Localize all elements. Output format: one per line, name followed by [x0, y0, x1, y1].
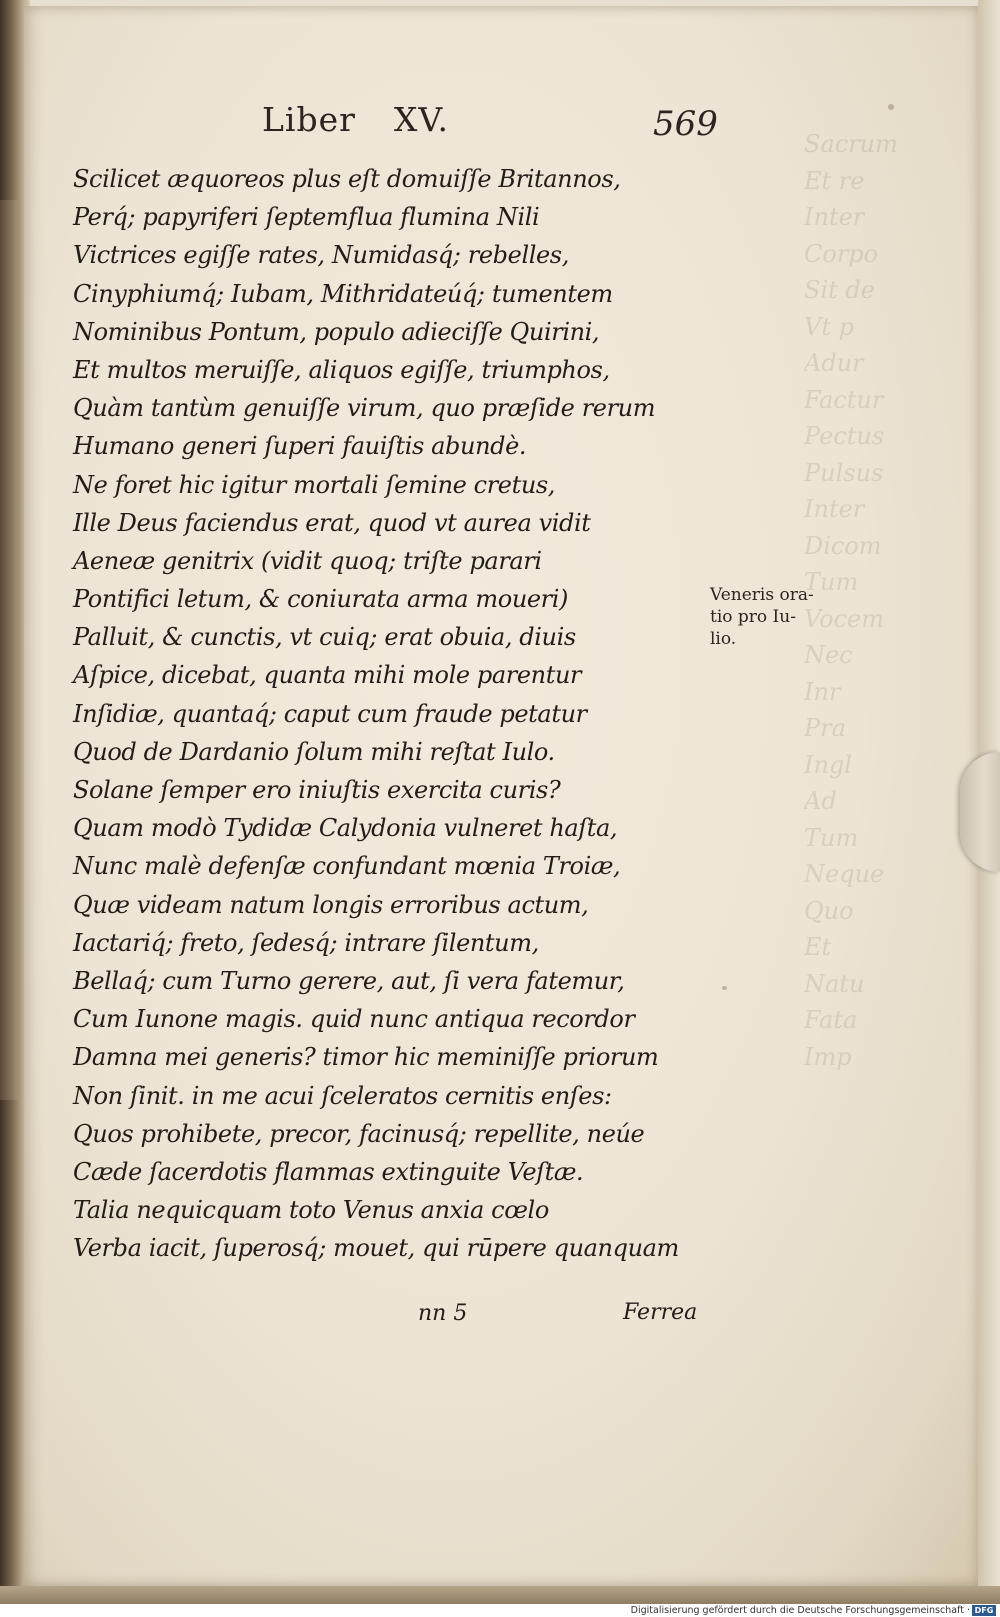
verse-line: Aeneæ genitrix (vidit quoq; triſte parari [73, 546, 542, 575]
running-head-liber: Liber [262, 100, 356, 139]
running-head-book-number: XV. [393, 100, 449, 139]
bleed-through-line: Sacrum [804, 130, 898, 158]
bleed-through-line: Inter [804, 495, 865, 523]
bleed-through-line: Corpo [804, 239, 879, 268]
verse-line: Cinyphiumq́; Iubam, Mithridateúq́; tumentem [73, 279, 613, 308]
bleed-through-line: Vocem [804, 604, 884, 633]
verse-line: Verba iacit, ſuperosq́; mouet, qui rūpere quanquam [73, 1234, 679, 1263]
verse-line: Cum Iunone magis. quid nunc antiqua recordor [73, 1005, 635, 1034]
verse-line: Quam modò Tydidæ Calydonia vulneret haſta, [73, 814, 618, 843]
bleed-through-line: Inter [804, 203, 865, 231]
bleed-through-line: Et [804, 933, 832, 961]
verse-line: Solane ſemper ero iniuſtis exercita curis? [73, 776, 561, 804]
bleed-through-line: Imp [804, 1042, 852, 1071]
bleed-through-line: Natu [804, 969, 865, 998]
bleed-through-line: Quo [804, 896, 854, 925]
marginal-note [710, 584, 830, 650]
verse-line: Quæ videam natum longis erroribus actum, [73, 890, 589, 919]
verse-line: Humano generi ſuperi fauiſtis abundè. [73, 432, 527, 461]
verse-line: Talia nequicquam toto Venus anxia cœlo [73, 1196, 549, 1225]
paper-spot [722, 986, 727, 990]
bleed-through-line: Fata [804, 1006, 858, 1034]
verse-line: Quos prohibete, precor, facinusq́; repellite, neúe [73, 1119, 645, 1148]
bleed-through-line: Adur [804, 349, 864, 377]
bleed-through-line: Pulsus [804, 458, 884, 487]
verse-line: Non ſinit. in me acui ſceleratos cernitis enſes: [73, 1081, 612, 1110]
bleed-through-line: Neque [804, 860, 885, 888]
paper-spot [888, 104, 894, 110]
digitization-credit: Digitalisierung gefördert durch die Deutsche Forschungsgemeinschaft · [630, 1605, 970, 1616]
bleed-through-line: Vt p [804, 312, 854, 341]
verse-line: Quàm tantùm genuiſſe virum, quo præſide rerum [73, 394, 656, 423]
bleed-through-text [804, 126, 1000, 1075]
bleed-through-line: Pectus [804, 422, 885, 450]
bleed-through-line: Ingl [804, 750, 852, 779]
page-clip [960, 752, 1000, 872]
verse-line: Quod de Dardanio ſolum mihi reſtat Iulo. [73, 737, 555, 766]
verse-line: Scilicet æquoreos plus eſt domuiſſe Britannos, [73, 165, 621, 193]
bleed-through-line: Nec [804, 641, 853, 669]
dfg-logo: DFG [972, 1605, 996, 1616]
page-bottom-edge [0, 1586, 1000, 1604]
facing-page-edge [0, 200, 18, 1100]
verse-line: Nominibus Pontum, populo adieciſſe Quirini, [73, 317, 600, 346]
verse-line: Iactariq́; freto, ſedesq́; intrare ſilentum, [73, 928, 539, 957]
verse-line: Aſpice, dicebat, quanta mihi mole parentur [73, 661, 582, 690]
bleed-through-line: Pra [804, 714, 846, 742]
verse-line: Pontifici letum, & coniurata arma moueri) [73, 585, 568, 614]
bleed-through-line: Ad [804, 787, 837, 815]
bleed-through-line: Factur [804, 385, 884, 414]
bleed-through-line: Tum [804, 568, 859, 596]
verse-line: Victrices egiſſe rates, Numidasq́; rebelles, [73, 241, 569, 270]
page-number: 569 [653, 104, 718, 144]
verse-line: Nunc malè defenſæ confundant mœnia Troiæ, [73, 852, 621, 881]
running-head [262, 100, 449, 139]
signature-mark: nn 5 [418, 1301, 468, 1326]
marginal-note-line: Veneris ora- [710, 585, 814, 605]
bleed-through-line: Tum [804, 823, 859, 852]
verse-line: Palluit, & cunctis, vt cuiq; erat obuia, diuis [73, 623, 576, 652]
verse-line: Inſidiæ, quantaq́; caput cum fraude petatur [73, 699, 587, 728]
verse-line: Ne foret hic igitur mortali ſemine cretus, [73, 470, 556, 499]
bleed-through-line: Dicom [804, 531, 882, 560]
bleed-through-line: Sit de [804, 276, 875, 304]
bleed-through-line: Et re [804, 166, 865, 195]
marginal-note-line: lio. [710, 629, 737, 649]
verse-line: Bellaq́; cum Turno gerere, aut, ſi vera fatemur, [73, 966, 625, 995]
catchword: Ferrea [623, 1300, 698, 1325]
bleed-through-line: Inr [804, 677, 841, 706]
marginal-note-line: tio pro Iu- [710, 607, 796, 627]
verse-block [73, 160, 703, 1267]
verse-line: Cæde ſacerdotis flammas extinguite Veſtæ. [73, 1157, 584, 1186]
verse-line: Et multos meruiſſe, aliquos egiſſe, triumphos, [73, 355, 610, 384]
verse-line: Damna mei generis? timor hic meminiſſe priorum [73, 1043, 659, 1072]
verse-line: Ille Deus faciendus erat, quod vt aurea vidit [73, 508, 591, 537]
verse-line: Perq́; papyriferi ſeptemflua flumina Nili [73, 203, 540, 232]
